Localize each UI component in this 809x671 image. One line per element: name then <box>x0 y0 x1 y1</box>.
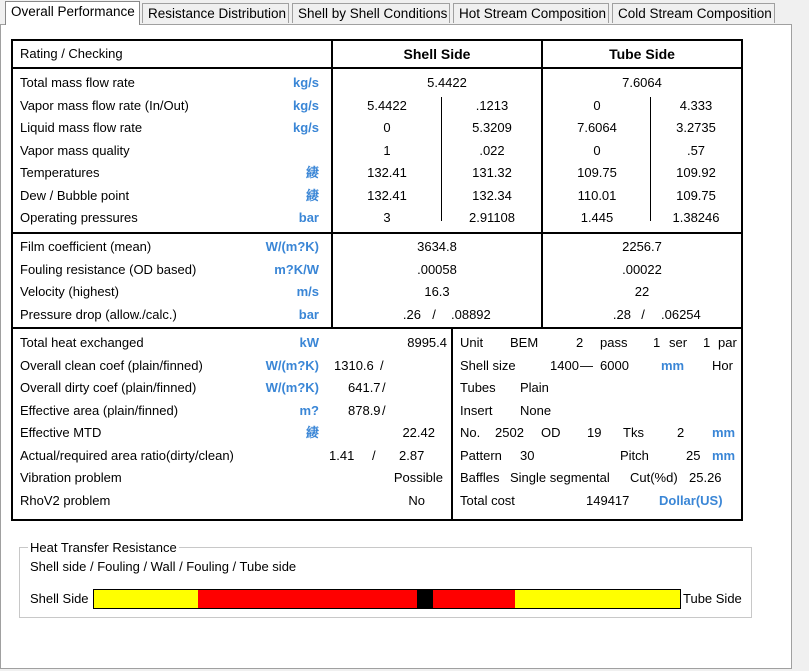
shell-size-label: Shell size <box>460 358 516 373</box>
tab-cold-stream-composition[interactable]: Cold Stream Composition <box>612 3 775 23</box>
row-label: Film coefficient (mean) <box>20 239 152 254</box>
tube-in-value: 1.445 <box>580 210 614 225</box>
tab-overall-performance[interactable]: Overall Performance <box>5 1 140 25</box>
ratio-clean-value: 2.87 <box>399 448 425 463</box>
tube-count-value: 2502 <box>495 425 524 440</box>
baffles-value: Single segmental <box>510 470 610 485</box>
total-heat-value: 8995.4 <box>407 335 447 350</box>
pitch-value: 25 <box>686 448 701 463</box>
separator: / <box>372 448 376 463</box>
unit-label: W/(m?K) <box>265 239 319 254</box>
row-label: Vapor mass flow rate (In/Out) <box>20 98 189 113</box>
tab-shell-by-shell-conditions[interactable]: Shell by Shell Conditions <box>292 3 450 23</box>
shell-value: 5.4422 <box>427 75 467 90</box>
tube-in-value: 7.6064 <box>577 120 617 135</box>
unit-label: kW <box>299 335 319 350</box>
pattern-value: 30 <box>520 448 535 463</box>
pass-count: 2 <box>576 335 584 350</box>
unit-label: mm <box>661 358 685 373</box>
row-label: Effective MTD <box>20 425 102 440</box>
od-value: 19 <box>587 425 602 440</box>
unit-label: bar <box>298 307 319 322</box>
tube-in-value: 0 <box>593 143 601 158</box>
cut-label: Cut(%d) <box>630 470 678 485</box>
separator: — <box>580 358 593 373</box>
tab-resistance-distribution[interactable]: Resistance Distribution <box>142 3 289 23</box>
unit-label: kg/s <box>292 75 319 90</box>
shell-in-value: 3 <box>383 210 391 225</box>
tube-out-value: 1.38246 <box>672 210 720 225</box>
pattern-label: Pattern <box>460 448 502 463</box>
shell-diameter-value: 1400 <box>550 358 579 373</box>
mtd-value: 22.42 <box>402 425 435 440</box>
row-label: RhoV2 problem <box>20 493 111 508</box>
shell-side-label: Shell Side <box>30 591 89 606</box>
row-label: Total heat exchanged <box>20 335 144 350</box>
row-label: Vapor mass quality <box>20 143 130 158</box>
unit-label: W/(m?K) <box>265 358 319 373</box>
tube-value: .00022 <box>622 262 662 277</box>
tube-value: 2256.7 <box>622 239 662 254</box>
separator: / <box>380 358 384 373</box>
dirty-coef-value: 641.7 <box>348 380 381 395</box>
tubes-label: Tubes <box>460 380 496 395</box>
tube-out-value: .57 <box>686 143 706 158</box>
tube-in-value: 0 <box>593 98 601 113</box>
separator: / <box>641 307 645 322</box>
series-label: ser <box>669 335 688 350</box>
temperature-unit-icon: 緀 <box>305 165 319 180</box>
baffles-label: Baffles <box>460 470 500 485</box>
orientation-value: Hor <box>712 358 733 373</box>
pitch-label: Pitch <box>620 448 649 463</box>
tube-in-value: 110.01 <box>577 188 617 203</box>
shell-side-header: Shell Side <box>403 46 471 62</box>
vibration-value: Possible <box>393 470 443 485</box>
unit-label: m? <box>299 403 319 418</box>
unit-label: kg/s <box>292 98 319 113</box>
row-label: Vibration problem <box>20 470 122 485</box>
tube-out-value: 109.92 <box>676 165 716 180</box>
shell-out-value: 2.91108 <box>468 210 516 225</box>
insert-value: None <box>520 403 552 418</box>
parallel-label: par <box>718 335 737 350</box>
row-label: Liquid mass flow rate <box>20 120 143 135</box>
shell-out-value: .1213 <box>475 98 509 113</box>
resistance-segment-wall <box>417 590 433 608</box>
ratio-dirty-value: 1.41 <box>329 448 355 463</box>
shell-out-value: 132.34 <box>472 188 512 203</box>
unit-label: W/(m?K) <box>265 380 319 395</box>
shell-allow-value: .26 <box>402 307 421 322</box>
series-count: 1 <box>653 335 661 350</box>
shell-in-value: 5.4422 <box>367 98 407 113</box>
currency-label: Dollar(US) <box>659 493 723 508</box>
thickness-value: 2 <box>677 425 685 440</box>
group-legend: Heat Transfer Resistance <box>30 540 177 555</box>
cut-value: 25.26 <box>689 470 722 485</box>
shell-out-value: .022 <box>479 143 505 158</box>
tube-value: 22 <box>634 284 650 299</box>
tab-strip <box>0 0 809 25</box>
separator: / <box>382 380 386 395</box>
results-grid <box>11 39 743 521</box>
shell-out-value: 131.32 <box>472 165 512 180</box>
tube-value: 7.6064 <box>622 75 662 90</box>
resistance-subtitle: Shell side / Fouling / Wall / Fouling / Tube side <box>30 559 297 574</box>
unit-label: mm <box>712 425 736 440</box>
shell-in-value: 0 <box>383 120 391 135</box>
tube-count-label: No. <box>460 425 481 440</box>
od-label: OD <box>541 425 561 440</box>
temperature-unit-icon: 緀 <box>305 425 319 440</box>
unit-label: m?K/W <box>274 262 319 277</box>
row-label: Pressure drop (allow./calc.) <box>20 307 177 322</box>
tube-out-value: 109.75 <box>676 188 716 203</box>
row-label: Total mass flow rate <box>20 75 135 90</box>
unit-label: kg/s <box>292 120 319 135</box>
unit-label: m/s <box>296 284 319 299</box>
tube-in-value: 109.75 <box>577 165 617 180</box>
shell-in-value: 132.41 <box>367 165 407 180</box>
temperature-unit-icon: 緀 <box>305 188 319 203</box>
row-label: Fouling resistance (OD based) <box>20 262 197 277</box>
resistance-bar <box>93 589 681 609</box>
grid-title: Rating / Checking <box>20 46 123 61</box>
shell-value: .00058 <box>417 262 457 277</box>
resistance-segment-fouling-tube <box>433 590 515 608</box>
shell-out-value: 5.3209 <box>472 120 512 135</box>
shell-in-value: 1 <box>383 143 391 158</box>
separator: / <box>382 403 386 418</box>
shell-value: 3634.8 <box>417 239 457 254</box>
pass-label: pass <box>600 335 628 350</box>
unit-label: mm <box>712 448 736 463</box>
tab-hot-stream-composition[interactable]: Hot Stream Composition <box>453 3 609 23</box>
row-label: Effective area (plain/finned) <box>20 403 179 418</box>
row-label: Operating pressures <box>20 210 138 225</box>
row-label: Actual/required area ratio(dirty/clean) <box>20 448 234 463</box>
row-label: Dew / Bubble point <box>20 188 130 203</box>
separator: / <box>432 307 436 322</box>
clean-coef-value: 1310.6 <box>334 358 374 373</box>
thickness-label: Tks <box>623 425 644 440</box>
shell-in-value: 132.41 <box>367 188 407 203</box>
tube-side-header: Tube Side <box>609 46 675 62</box>
shell-length-value: 6000 <box>600 358 629 373</box>
unit-label: bar <box>298 210 319 225</box>
total-cost-value: 149417 <box>586 493 630 508</box>
row-label: Velocity (highest) <box>20 284 119 299</box>
insert-label: Insert <box>460 403 493 418</box>
tube-out-value: 3.2735 <box>676 120 716 135</box>
row-label: Overall clean coef (plain/finned) <box>20 358 203 373</box>
resistance-segment-tube <box>515 590 680 608</box>
row-label: Temperatures <box>20 165 100 180</box>
area-value: 878.9 <box>348 403 381 418</box>
tube-allow-value: .28 <box>612 307 631 322</box>
shell-value: 16.3 <box>424 284 450 299</box>
row-label: Overall dirty coef (plain/finned) <box>20 380 197 395</box>
tubes-value: Plain <box>520 380 549 395</box>
shell-calc-value: .08892 <box>451 307 491 322</box>
tube-out-value: 4.333 <box>679 98 713 113</box>
tube-calc-value: .06254 <box>661 307 701 322</box>
parallel-count: 1 <box>703 335 711 350</box>
resistance-segment-shell <box>94 590 198 608</box>
unit-type-value: BEM <box>510 335 539 350</box>
rhov2-value: No <box>408 493 425 508</box>
tube-side-label: Tube Side <box>683 591 742 606</box>
total-cost-label: Total cost <box>460 493 515 508</box>
unit-type-label: Unit <box>460 335 484 350</box>
resistance-segment-fouling-shell <box>198 590 417 608</box>
